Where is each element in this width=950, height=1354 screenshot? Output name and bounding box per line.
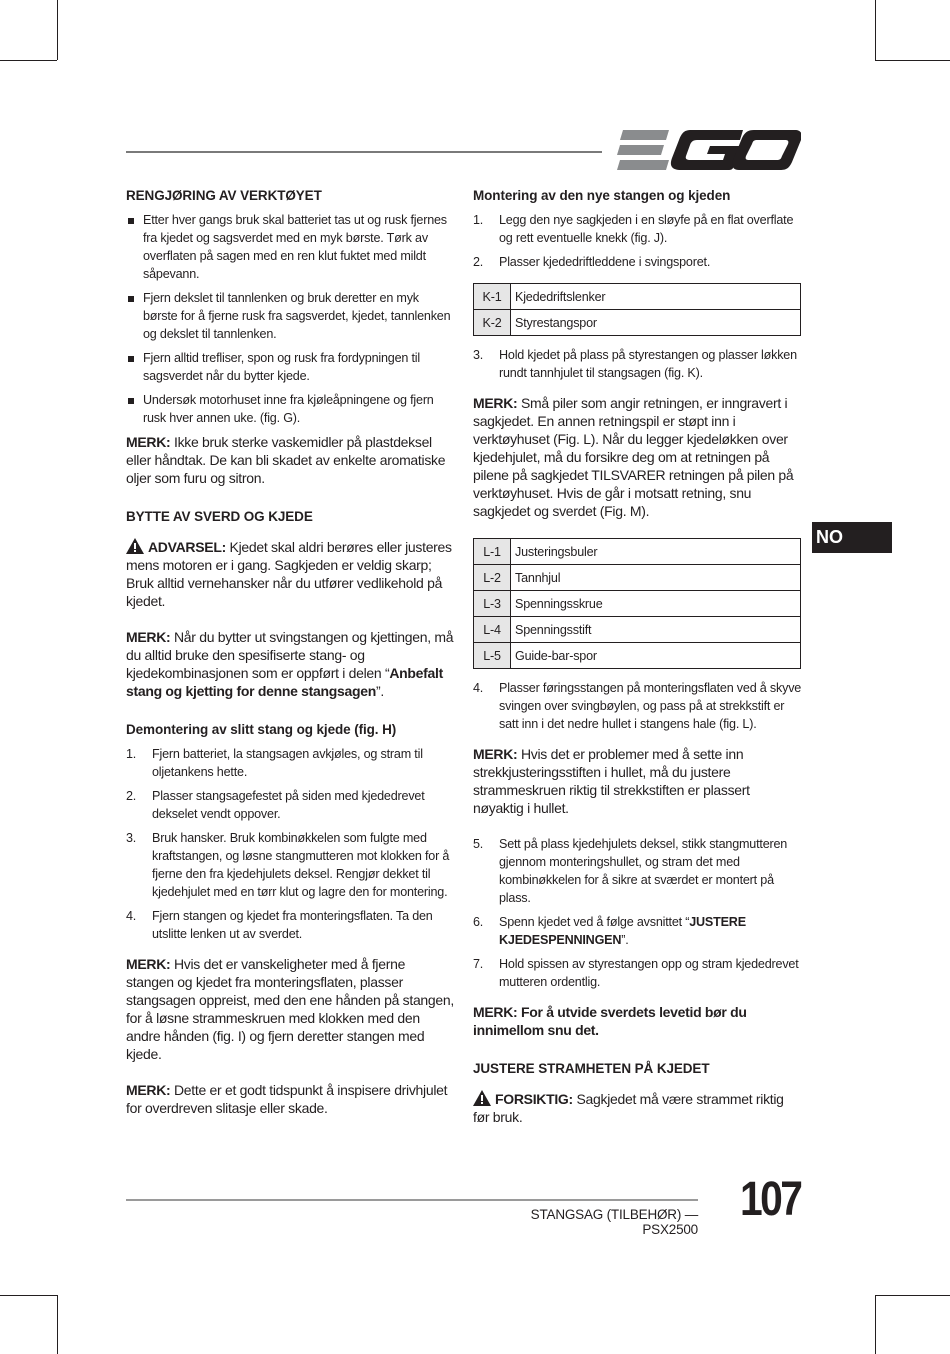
step-text: Fjern batteriet, la stangsagen avkjøles, og stram til oljetankens hette. — [152, 747, 423, 779]
crop-mark — [57, 1295, 58, 1354]
step-text: Bruk hansker. Bruk kombinøkkelen som fulgte med kraftstangen, og løsne stangmutteren mot klokken for å fjerne den fra kjedehjulets deksel. Rengjør dekket til kjedehjulet med en tørr klut og lagre den for montering. — [152, 831, 450, 899]
list-item — [126, 745, 456, 781]
table-row — [474, 284, 801, 310]
part-name: Justeringsbuler — [511, 539, 801, 565]
footer-title: STANGSAG (TILBEHØR) — PSX2500 — [530, 1207, 698, 1237]
part-key: L-4 — [474, 617, 511, 643]
crop-mark — [875, 1295, 876, 1354]
list-item — [473, 253, 803, 271]
note-tension-pin — [473, 745, 803, 817]
page-number: 107 — [740, 1173, 801, 1226]
footer-rule — [126, 1199, 698, 1201]
warning-text: Kjedet skal aldri berøres eller justeres mens motoren er i gang. Sagkjeden er veldig skarp; Bruk alltid vernehansker når du utfører vedlikehold på kjedet. — [126, 539, 452, 609]
subheading-mounting: Montering av den nye stangen og kjeden — [473, 188, 731, 203]
warning-triangle-icon — [126, 538, 144, 554]
note-label: MERK: — [126, 956, 171, 972]
part-key: L-1 — [474, 539, 511, 565]
list-item: Fjern alltid trefliser, spon og rusk fra fordypningen til sagsverdet når du bytter kjede. — [126, 349, 456, 385]
step-text: Plasser kjededriftleddene i svingsporet. — [499, 255, 711, 269]
list-item — [473, 346, 803, 382]
note-label: MERK: — [473, 746, 518, 762]
note-direction — [473, 394, 803, 520]
table-row — [474, 565, 801, 591]
part-name: Styrestangspor — [511, 310, 801, 336]
warning-triangle-icon — [473, 1090, 491, 1106]
right-column — [473, 188, 803, 1126]
part-name: Spenningsstift — [511, 617, 801, 643]
left-column — [126, 188, 456, 1117]
part-name: Tannhjul — [511, 565, 801, 591]
section-heading-tension: JUSTERE STRAMHETEN PÅ KJEDET — [473, 1061, 710, 1076]
table-row — [474, 539, 801, 565]
part-key: K-1 — [474, 284, 511, 310]
note-label: MERK: — [126, 1082, 171, 1098]
note-text: Hvis det er vanskeligheter med å fjerne stangen og kjedet fra monteringsflaten, plasser stangsagen oppreist, med den ene hånden på stangen, for å løsne strammeskruen med klokken med den andre hånden (fig. I) og fjern deretter stangen med kjede. — [126, 956, 454, 1062]
warning-block — [126, 538, 456, 610]
note-bold-ref: Anbefalt stang og kjetting for denne stangsagen — [126, 665, 443, 699]
part-key: L-5 — [474, 643, 511, 669]
caution-block — [473, 1090, 803, 1126]
note-text: Når du bytter ut svingstangen og kjettingen, må du alltid bruke den spesifiserte stang- og kjedekombinasjonen som er oppført i delen “ — [126, 629, 454, 681]
section-heading-cleaning: RENGJØRING AV VERKTØYET — [126, 188, 322, 203]
step-text: Hold kjedet på plass på styrestangen og plasser løkken rundt tannhjulet til stangsagen (fig. K). — [499, 348, 797, 380]
list-item — [126, 829, 456, 901]
note-text: Hvis det er problemer med å sette inn strekkjusteringsstiften i hullet, må du justere strammeskruen riktig til strekkstiften er plassert nøyaktig i hullet. — [473, 746, 750, 816]
part-key: L-2 — [474, 565, 511, 591]
part-name: Guide-bar-spor — [511, 643, 801, 669]
list-item: Fjern dekslet til tannlenken og bruk deretter en myk børste for å fjerne rusk fra sagsverdet, kjedet, tannlenken og dekslet til tannlenken. — [126, 289, 456, 343]
crop-mark — [0, 1295, 57, 1296]
part-name: Spenningsskrue — [511, 591, 801, 617]
step-number: 7. — [473, 957, 484, 971]
step-text: Hold spissen av styrestangen opp og stram kjededrevet mutteren ordentlig. — [499, 957, 799, 989]
warning-label: ADVARSEL: — [148, 539, 226, 555]
ego-logo — [617, 128, 801, 172]
crop-mark — [875, 1295, 950, 1296]
list-item: Undersøk motorhuset inne fra kjøleåpningene og fjern rusk hver annen uke. (fig. G). — [126, 391, 456, 427]
list-item: Etter hver gangs bruk skal batteriet tas ut og rusk fjernes fra kjedet og sagsverdet med en myk børste. Tørk av overflaten på sagen med en ren klut fuktet med mildt såpevann. — [126, 211, 456, 283]
list-item — [473, 913, 803, 949]
table-row — [474, 310, 801, 336]
header-rule — [126, 151, 602, 153]
table-row — [474, 591, 801, 617]
list-item — [473, 835, 803, 907]
list-item — [473, 211, 803, 247]
caution-label: FORSIKTIG: — [495, 1091, 573, 1107]
step-number: 6. — [473, 915, 484, 929]
note-replace — [126, 628, 456, 700]
step-text: Legg den nye sagkjeden i en sløyfe på en flat overflate og rett eventuelle knekk (fig. J). — [499, 213, 794, 245]
step-text: Plasser stangsagefestet på siden med kjededrevet dekselet vendt oppover. — [152, 789, 425, 821]
step-number: 2. — [126, 789, 137, 803]
crop-mark — [875, 0, 876, 60]
part-name: Kjededriftslenker — [511, 284, 801, 310]
note-bar-life: MERK: For å utvide sverdets levetid bør du innimellom snu det. — [473, 1004, 747, 1038]
note-text: Små piler som angir retningen, er inngravert i sagkjedet. En annen retningspil er støpt inn i verktøyhuset (Fig. L). Når du legger kjedeløkken over kjedehjulet, må du forsikre deg om at retningen på pilene på sagkjedet TILSVARER retningen på pilen på verktøyhuset. Hvis de går i motsatt retning, snu sagkjedet og sverdet (Fig. M). — [473, 395, 794, 519]
crop-mark — [0, 60, 57, 61]
step-text-end: ”. — [621, 933, 629, 947]
note-label: MERK: — [126, 434, 171, 450]
step-number: 3. — [473, 348, 484, 362]
section-heading-bar-chain: BYTTE AV SVERD OG KJEDE — [126, 509, 313, 524]
list-item — [473, 955, 803, 991]
step-text: Plasser føringsstangen på monteringsflaten ved å skyve svingen over svingbøylen, og pass på at strekkstift er satt inn i det nedre hullet i stangens hale (fig. L). — [499, 681, 802, 731]
note-inspect — [126, 1081, 456, 1117]
table-row — [474, 617, 801, 643]
list-item — [473, 679, 803, 733]
language-tab: NO — [812, 522, 892, 553]
mounting-steps-c — [473, 679, 803, 733]
step-number: 3. — [126, 831, 137, 845]
note-label: MERK: — [473, 395, 518, 411]
note-cleaning — [126, 433, 456, 487]
list-item — [126, 787, 456, 823]
note-removal-difficulty — [126, 955, 456, 1063]
step-bold-ref: JUSTERE KJEDESPENNINGEN — [499, 915, 746, 947]
table-row — [474, 643, 801, 669]
mounting-steps-a — [473, 211, 803, 271]
cleaning-bullet-list — [126, 211, 456, 427]
step-number: 1. — [126, 747, 137, 761]
step-text: Spenn kjedet ved å følge avsnittet “ — [499, 915, 690, 929]
list-item — [126, 907, 456, 943]
step-number: 4. — [473, 681, 484, 695]
caution-text: Sagkjedet må være strammet riktig før bruk. — [473, 1091, 784, 1125]
part-key: L-3 — [474, 591, 511, 617]
note-text-end: ”. — [375, 683, 384, 699]
mounting-steps-b — [473, 346, 803, 382]
crop-mark — [57, 0, 58, 60]
step-text: Sett på plass kjedehjulets deksel, stikk stangmutteren gjennom monteringshullet, og stram det med kombinøkkelen for å sikre at sværdet er montert på plass. — [499, 837, 788, 905]
step-number: 4. — [126, 909, 137, 923]
part-key: K-2 — [474, 310, 511, 336]
parts-table-k — [473, 283, 801, 336]
note-label: MERK: — [126, 629, 171, 645]
step-number: 1. — [473, 213, 484, 227]
note-text: Dette er et godt tidspunkt å inspisere drivhjulet for overdreven slitasje eller skade. — [126, 1082, 448, 1116]
note-text: Ikke bruk sterke vaskemidler på plastdeksel eller håndtak. De kan bli skadet av enkelte aromatiske oljer som furu og sitron. — [126, 434, 446, 486]
step-number: 5. — [473, 837, 484, 851]
crop-mark — [875, 60, 950, 61]
mounting-steps-d — [473, 835, 803, 991]
step-number: 2. — [473, 255, 484, 269]
step-text: Fjern stangen og kjedet fra monteringsflaten. Ta den utslitte lenken ut av sverdet. — [152, 909, 433, 941]
subheading-removal: Demontering av slitt stang og kjede (fig. H) — [126, 722, 397, 737]
parts-table-l — [473, 538, 801, 669]
removal-steps — [126, 745, 456, 943]
